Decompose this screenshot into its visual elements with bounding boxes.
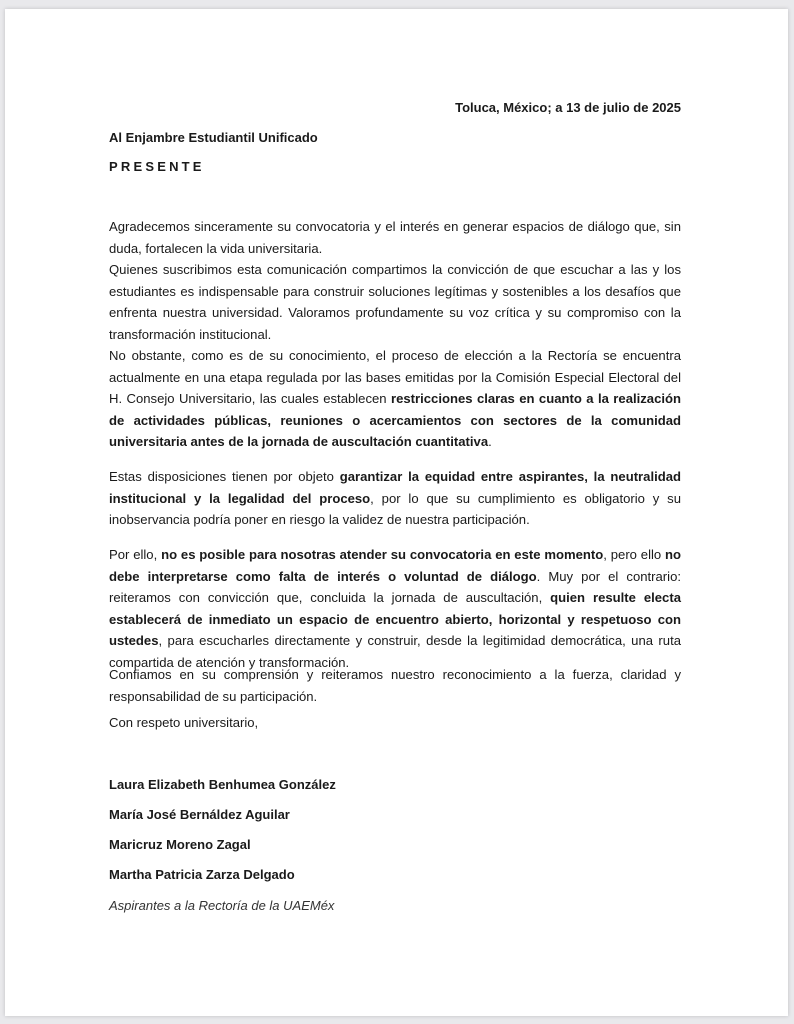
signer-name: Laura Elizabeth Benhumea González xyxy=(109,777,336,792)
signer-name: Maricruz Moreno Zagal xyxy=(109,837,251,852)
paragraph-2 xyxy=(109,259,681,345)
text-run: . xyxy=(488,434,492,449)
bold-text-run: no es posible para nosotras atender su convocatoria en este momento xyxy=(161,547,604,562)
text-run: , por lo que su cumplimiento es obligatorio y su inobservancia podría poner en riesgo la validez de nuestra participación. xyxy=(109,490,681,527)
paragraph-1 xyxy=(109,216,681,259)
bold-text-run: garantizar la equidad entre aspirantes, la neutralidad institucional y la legalidad del proceso xyxy=(109,469,681,506)
text-run: Agradecemos sinceramente su convocatoria y el interés en generar espacios de diálogo que, sin duda, fortalecen la vida universitaria. xyxy=(109,219,681,256)
signers-role: Aspirantes a la Rectoría de la UAEMéx xyxy=(109,898,335,913)
bold-text-run: quien resulte electa establecerá de inmediato un espacio de encuentro abierto, horizontal y respetuoso con ustedes xyxy=(109,590,681,648)
paragraph-4 xyxy=(109,466,681,531)
text-run: , pero ello xyxy=(603,547,666,562)
paragraph-6 xyxy=(109,664,681,707)
bold-text-run: no debe interpretarse como falta de interés o voluntad de diálogo xyxy=(109,547,682,584)
salutation: PRESENTE xyxy=(109,159,205,174)
closing: Con respeto universitario, xyxy=(109,715,259,730)
text-run: Estas disposiciones tienen por objeto xyxy=(109,469,340,484)
paragraph-5 xyxy=(109,544,681,673)
signer-name: María José Bernáldez Aguilar xyxy=(109,807,290,822)
signer-name: Martha Patricia Zarza Delgado xyxy=(109,867,295,882)
text-run: Por ello, xyxy=(109,547,162,562)
text-run: Confiamos en su comprensión y reiteramos nuestro reconocimiento a la fuerza, claridad y responsabilidad de su participación. xyxy=(109,667,681,704)
text-run: , para escucharles directamente y construir, desde la legitimidad democrática, una ruta compartida de atención y transformación. xyxy=(109,633,681,670)
place-date: Toluca, México; a 13 de julio de 2025 xyxy=(455,100,681,115)
text-run: . Muy por el contrario: reiteramos con convicción que, concluida la jornada de auscultación, xyxy=(109,568,681,605)
text-run: Quienes suscribimos esta comunicación compartimos la convicción de que escuchar a las y los estudiantes es indispensable para construir soluciones legítimas y sostenibles a los desafíos que enfrenta nuestra universidad. Valoramos profundamente su voz crítica y su compromiso con la transformación institucional. xyxy=(109,262,681,342)
addressee: Al Enjambre Estudiantil Unificado xyxy=(109,130,318,145)
bold-text-run: restricciones claras en cuanto a la realización de actividades públicas, reuniones o acercamientos con sectores de la comunidad universitaria antes de la jornada de auscultación cuantitativa xyxy=(109,391,681,449)
text-run: No obstante, como es de su conocimiento, el proceso de elección a la Rectoría se encuentra actualmente en una etapa regulada por las bases emitidas por la Comisión Especial Electoral del H. Consejo Universitario, las cuales establecen xyxy=(109,348,681,406)
paragraph-3 xyxy=(109,345,681,453)
